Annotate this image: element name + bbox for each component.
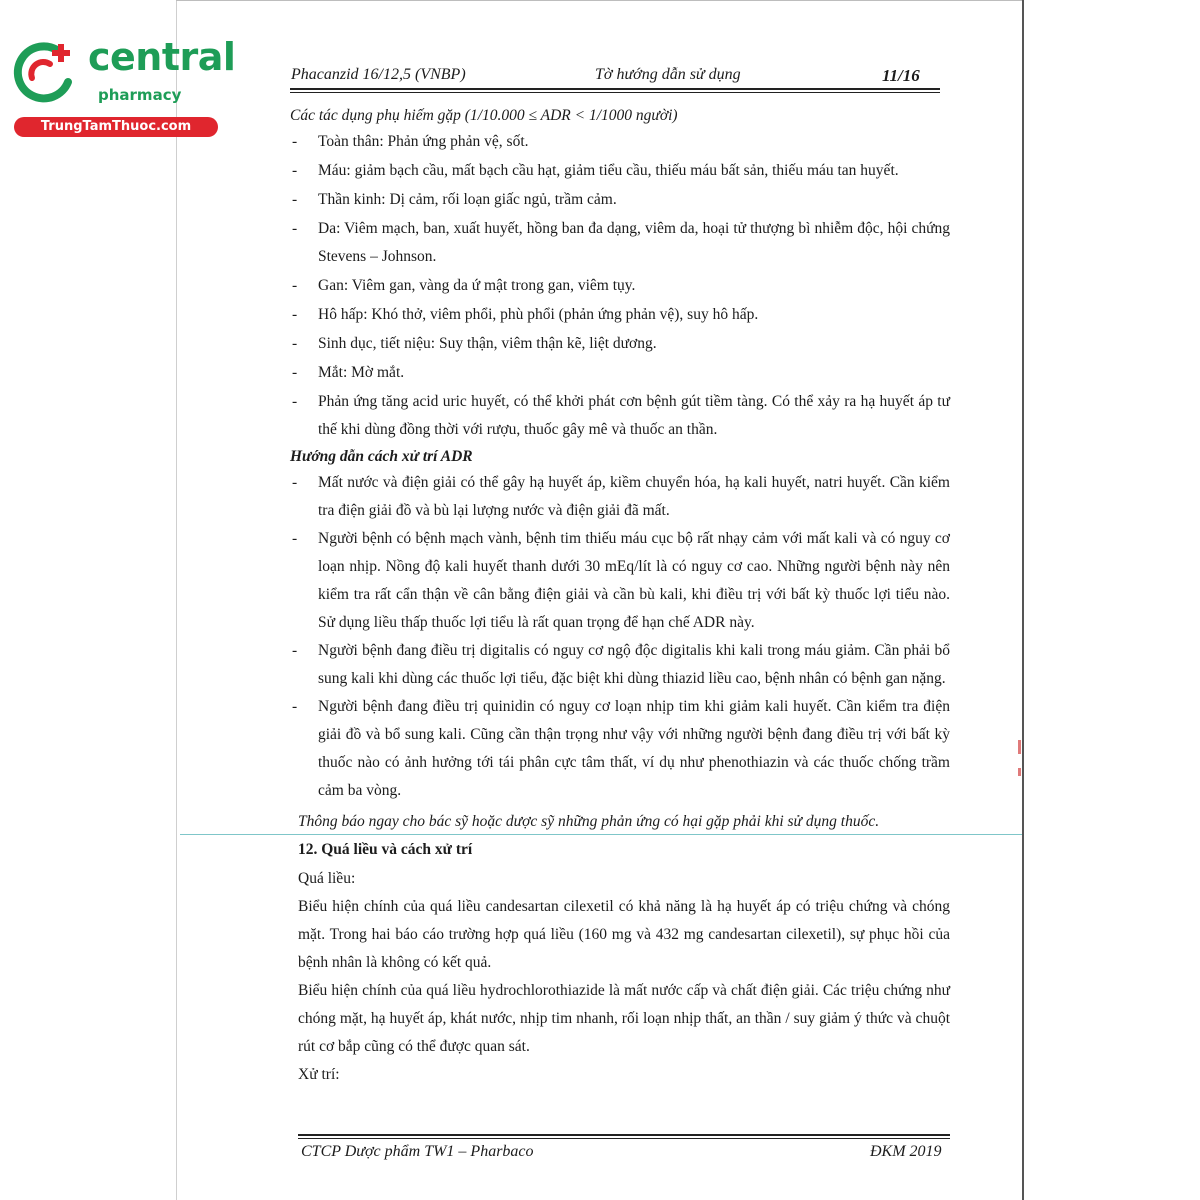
- footer-rule: [298, 1134, 950, 1136]
- overdose-label: Quá liều:: [298, 870, 356, 887]
- list-item: - Máu: giảm bạch cầu, mất bạch cầu hạt, giảm tiểu cầu, thiếu máu bất sản, thiếu máu tan huyết.: [290, 157, 950, 185]
- list-item: - Người bệnh đang điều trị quinidin có nguy cơ loạn nhịp tim khi giảm kali huyết. Cần kiểm tra điện giải đồ và bổ sung kali. Cũng cần thận trọng như vậy với những người bệnh đang điều trị với bất kỳ thuốc nào có ảnh hưởng tới tái phân cực tâm thất, ví dụ như phenothiazin và các thuốc chống trầm cảm ba vòng.: [290, 693, 950, 805]
- logo-url-badge[interactable]: TrungTamThuoc.com: [14, 117, 218, 137]
- list-item: - Người bệnh đang điều trị digitalis có nguy cơ ngộ độc digitalis khi kali trong máu giảm. Cần phải bổ sung kali khi dùng các thuốc lợi tiểu, đặc biệt khi dùng thiazid liều cao, bệnh nhân có bệnh gan nặng.: [290, 637, 950, 693]
- footer-registration: ĐKM 2019: [870, 1143, 942, 1160]
- list-item: - Mất nước và điện giải có thể gây hạ huyết áp, kiềm chuyển hóa, hạ kali huyết, natri huyết. Cần kiểm tra điện giải đồ và bù lại lượng nước và điện giải đã mất.: [290, 469, 950, 525]
- page-edge: [176, 0, 177, 1200]
- list-item: - Thần kinh: Dị cảm, rối loạn giấc ngủ, trầm cảm.: [290, 186, 950, 214]
- adr-guidance-heading: Hướng dẫn cách xử trí ADR: [290, 448, 473, 465]
- adr-guidance-list: [290, 469, 950, 805]
- header-rule: [290, 92, 940, 93]
- header-product-name: Phacanzid 16/12,5 (VNBP): [291, 66, 466, 83]
- treatment-label: Xử trí:: [298, 1066, 340, 1083]
- section-title-overdose: 12. Quá liều và cách xử trí: [298, 841, 473, 858]
- footer-company: CTCP Dược phẩm TW1 – Pharbaco: [301, 1143, 534, 1160]
- header-document-title: Tờ hướng dẫn sử dụng: [595, 66, 741, 83]
- rare-effects-list: [290, 128, 950, 444]
- logo-name: central: [88, 35, 236, 79]
- header-page-number: 11/16: [882, 66, 920, 85]
- list-item: - Người bệnh có bệnh mạch vành, bệnh tim thiếu máu cục bộ rất nhạy cảm với mất kali và có nguy cơ loạn nhịp. Nồng độ kali huyết thanh dưới 30 mEq/lít là có nguy cơ cao. Những người bệnh này nên kiểm tra rất cẩn thận về cân bằng điện giải và cần bù kali, khi điều trị với bất kỳ thuốc lợi tiểu nào. Sử dụng liều thấp thuốc lợi tiểu là rất quan trọng để hạn chế ADR này.: [290, 525, 950, 637]
- central-pharmacy-logo-icon: [10, 38, 78, 106]
- list-item: - Sinh dục, tiết niệu: Suy thận, viêm thận kẽ, liệt dương.: [290, 330, 950, 358]
- overdose-paragraph: Biểu hiện chính của quá liều candesartan cilexetil có khả năng là hạ huyết áp có triệu chứng và chóng mặt. Trong hai báo cáo trường hợp quá liều (160 mg và 432 mg candesartan cilexetil), sự phục hồi của bệnh nhân là không có kết quả.: [298, 898, 950, 971]
- adr-notice: Thông báo ngay cho bác sỹ hoặc dược sỹ những phản ứng có hại gặp phải khi sử dụng thuốc.: [298, 813, 880, 830]
- header-rule: [290, 88, 940, 90]
- list-item: - Da: Viêm mạch, ban, xuất huyết, hồng ban đa dạng, viêm da, hoại tử thượng bì nhiễm độc, hội chứng Stevens – Johnson.: [290, 215, 950, 271]
- list-item: - Gan: Viêm gan, vàng da ứ mật trong gan, viêm tụy.: [290, 272, 950, 300]
- list-item: - Mắt: Mờ mắt.: [290, 359, 950, 387]
- margin-mark: [1018, 768, 1021, 776]
- margin-mark: [1018, 740, 1021, 754]
- rare-effects-heading: Các tác dụng phụ hiếm gặp (1/10.000 ≤ ADR < 1/1000 người): [290, 107, 678, 124]
- list-item: - Phản ứng tăng acid uric huyết, có thể khởi phát cơn bệnh gút tiềm tàng. Có thể xảy ra hạ huyết áp tư thế khi dùng đồng thời với rượu, thuốc gây mê và thuốc an thần.: [290, 388, 950, 444]
- list-item: - Toàn thân: Phản ứng phản vệ, sốt.: [290, 128, 950, 156]
- list-item: - Hô hấp: Khó thở, viêm phổi, phù phổi (phản ứng phản vệ), suy hô hấp.: [290, 301, 950, 329]
- footer-rule: [298, 1138, 950, 1139]
- page-edge: [176, 0, 1024, 1]
- logo-subtitle: pharmacy: [98, 86, 182, 104]
- document-body: [290, 104, 950, 1089]
- brand-logo[interactable]: [10, 35, 236, 136]
- overdose-paragraph: Biểu hiện chính của quá liều hydrochlorothiazide là mất nước cấp và chất điện giải. Các triệu chứng như chóng mặt, hạ huyết áp, khát nước, nhịp tim nhanh, rối loạn nhịp thất, an thần / suy giảm ý thức và chuột rút cơ bắp cũng có thể được quan sát.: [298, 982, 950, 1055]
- page-edge: [1022, 0, 1024, 1200]
